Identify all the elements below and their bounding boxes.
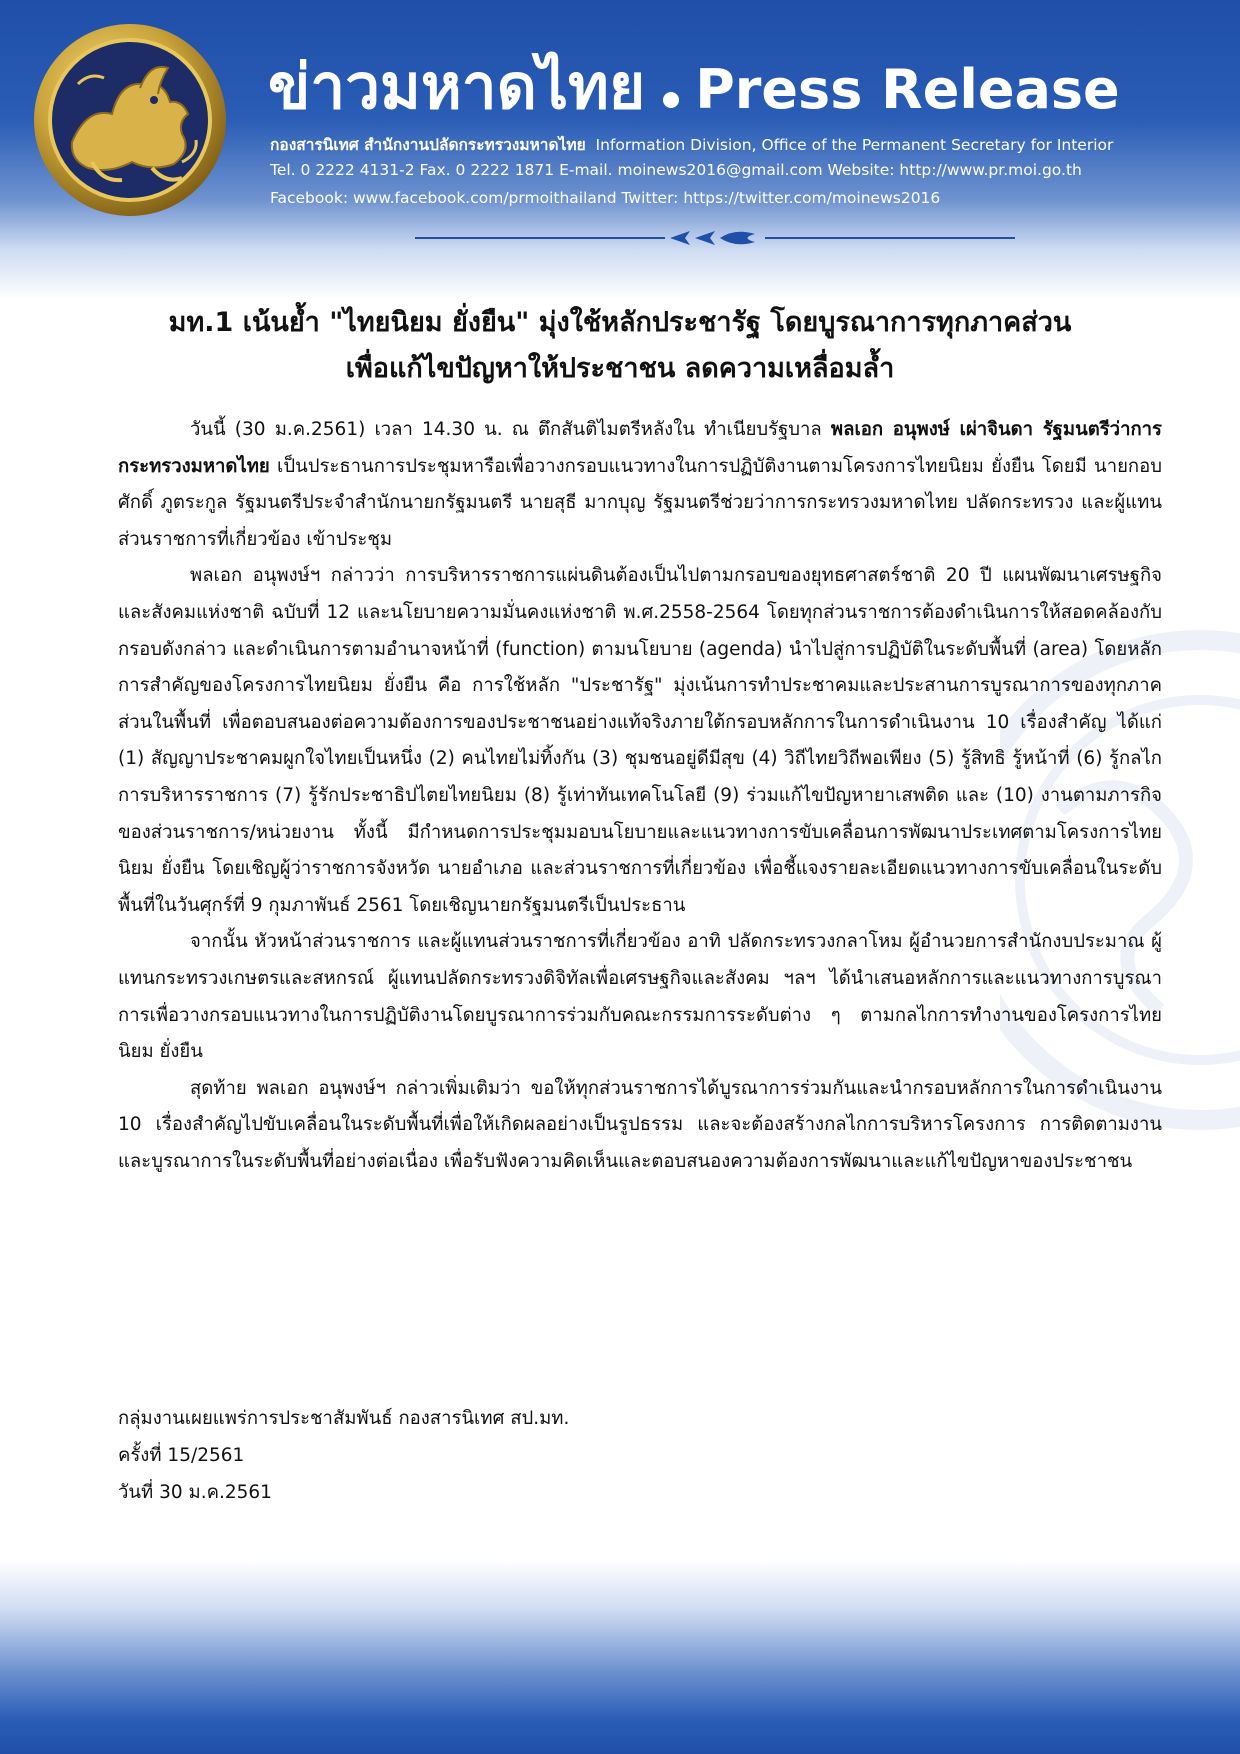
- headline-line-2: เพื่อแก้ไขปัญหาให้ประชาชน ลดความเหลื่อมล้ำ: [345, 353, 895, 384]
- article-body: [118, 412, 1162, 1180]
- masthead-title-thai: ข่าวมหาดไทย: [268, 50, 646, 123]
- paragraph-3: จากนั้น หัวหน้าส่วนราชการ และผู้แทนส่วนราชการที่เกี่ยวข้อง อาทิ ปลัดกระทรวงกลาโหม ผู้อำนวยการสำนักงบประมาณ ผู้แทนกระทรวงเกษตรและสหกรณ์ ผู้แทนปลัดกระทรวงดิจิทัลเพื่อเศรษฐกิจและสังคม ฯลฯ ได้นำเสนอหลักการและแนวทางการบูรณาการเพื่อวางกรอบแนวทางในการปฏิบัติงานโดยบูรณาการร่วมกับคณะกรรมการระดับต่าง ๆ ตามกลไกการทำงานของโครงการไทยนิยม ยั่งยืน: [118, 931, 1162, 1063]
- paragraph-1-rest: เป็นประธานการประชุมหารือเพื่อวางกรอบแนวทางในการปฏิบัติงานตามโครงการไทยนิยม ยั่งยืน โดยมี นายกอบศักดิ์ ภูตระกูล รัฐมนตรีประจำสำนักนายกรัฐมนตรี นายสุธี มากบุญ รัฐมนตรีช่วยว่าการกระทรวงมหาดไทย ปลัดกระทรวง และผู้แทนส่วนราชการที่เกี่ยวข้อง เข้าประชุม: [118, 455, 1162, 550]
- signoff-department: กลุ่มงานเผยแพร่การประชาสัมพันธ์ กองสารนิเทศ สป.มท.: [118, 1408, 570, 1429]
- ministry-of-interior-seal-icon: [32, 22, 228, 218]
- headline: [80, 300, 1160, 392]
- organization-english: Information Division, Office of the Permanent Secretary for Interior: [595, 136, 1114, 154]
- masthead-title: [268, 38, 1208, 128]
- contact-line: Tel. 0 2222 4131-2 Fax. 0 2222 1871 E-mail. moinews2016@gmail.com Website: http://www.pr.moi.go.th: [270, 161, 1082, 179]
- paragraph-1-minister: พลเอก อนุพงษ์ เผ่าจินดา รัฐมนตรีว่าการกระทรวงมหาดไทย: [118, 419, 1162, 477]
- signoff: [118, 1400, 569, 1511]
- footer-banner: [0, 1560, 1240, 1754]
- paragraph-4: สุดท้าย พลเอก อนุพงษ์ฯ กล่าวเพิ่มเติมว่า ขอให้ทุกส่วนราชการได้บูรณาการร่วมกันและนำกรอบหลักการในการดำเนินงาน 10 เรื่องสำคัญไปขับเคลื่อนในระดับพื้นที่เพื่อให้เกิดผลอย่างเป็นรูปธรรม และจะต้องสร้างกลไกการบริหารโครงการ การติดตามงาน และบูรณาการในระดับพื้นที่อย่างต่อเนื่อง เพื่อรับฟังความคิดเห็นและตอบสนองความต้องการพัฒนาและแก้ไขปัญหาของประชาชน: [118, 1077, 1162, 1172]
- paragraph-1: [118, 412, 1162, 558]
- headline-line-1: มท.1 เน้นย้ำ "ไทยนิยม ยั่งยืน" มุ่งใช้หลักประชารัฐ โดยบูรณาการทุกภาคส่วน: [168, 307, 1072, 338]
- social-line: Facebook: www.facebook.com/prmoithailand Twitter: https://twitter.com/moinews2016: [270, 189, 941, 207]
- paragraph-1-intro: วันนี้ (30 ม.ค.2561) เวลา 14.30 น. ณ ตึกสันติไมตรีหลังใน ทำเนียบรัฐบาล: [190, 419, 831, 440]
- bullet-dot-icon: [663, 92, 679, 108]
- masthead-title-english: Press Release: [695, 58, 1120, 121]
- paragraph-2: พลเอก อนุพงษ์ฯ กล่าวว่า การบริหารราชการแผ่นดินต้องเป็นไปตามกรอบของยุทธศาสตร์ชาติ 20 ปี แผนพัฒนาเศรษฐกิจและสังคมแห่งชาติ ฉบับที่ 12 และนโยบายความมั่นคงแห่งชาติ พ.ศ.2558-2564 โดยทุกส่วนราชการต้องดำเนินการให้สอดคล้องกับกรอบดังกล่าว และดำเนินการตามอำนาจหน้าที่ (function) ตามนโยบาย (agenda) นำไปสู่การปฏิบัติในระดับพื้นที่ (area) โดยหลักการสำคัญของโครงการไทยนิยม ยั่งยืน คือ การใช้หลัก "ประชารัฐ" มุ่งเน้นการทำประชาคมและประสานการบูรณาการของทุกภาคส่วนในพื้นที่ เพื่อตอบสนองต่อความต้องการของประชาชนอย่างแท้จริงภายใต้กรอบหลักการในการดำเนินงาน 10 เรื่องสำคัญ ได้แก่ (1) สัญญาประชาคมผูกใจไทยเป็นหนึ่ง (2) คนไทยไม่ทิ้งกัน (3) ชุมชนอยู่ดีมีสุข (4) วิถีไทยวิถีพอเพียง (5) รู้สิทธิ รู้หน้าที่ (6) รู้กลไกการบริหารราชการ (7) รู้รักประชาธิปไตยไทยนิยม (8) รู้เท่าทันเทคโนโลยี (9) ร่วมแก้ไขปัญหายาเสพติด และ (10) งานตามภารกิจของส่วนราชการ/หน่วยงาน ทั้งนี้ มีกำหนดการประชุมมอบนโยบายและแนวทางการขับเคลื่อนการพัฒนาประเทศตามโครงการไทยนิยม ยั่งยืน โดยเชิญผู้ว่าราชการจังหวัด นายอำเภอ และส่วนราชการที่เกี่ยวข้อง เพื่อชี้แจงรายละเอียดแนวทางการขับเคลื่อนในระดับพื้นที่ในวันศุกร์ที่ 9 กุมภาพันธ์ 2561 โดยเชิญนายกรัฐมนตรีเป็นประธาน: [118, 565, 1162, 916]
- signoff-issue-number: ครั้งที่ 15/2561: [118, 1445, 245, 1466]
- organization-thai: กองสารนิเทศ สำนักงานปลัดกระทรวงมหาดไทย: [270, 136, 586, 154]
- signoff-date: วันที่ 30 ม.ค.2561: [118, 1482, 272, 1503]
- organization-line: [270, 132, 1113, 157]
- arrow-ornament-icon: [415, 226, 1015, 250]
